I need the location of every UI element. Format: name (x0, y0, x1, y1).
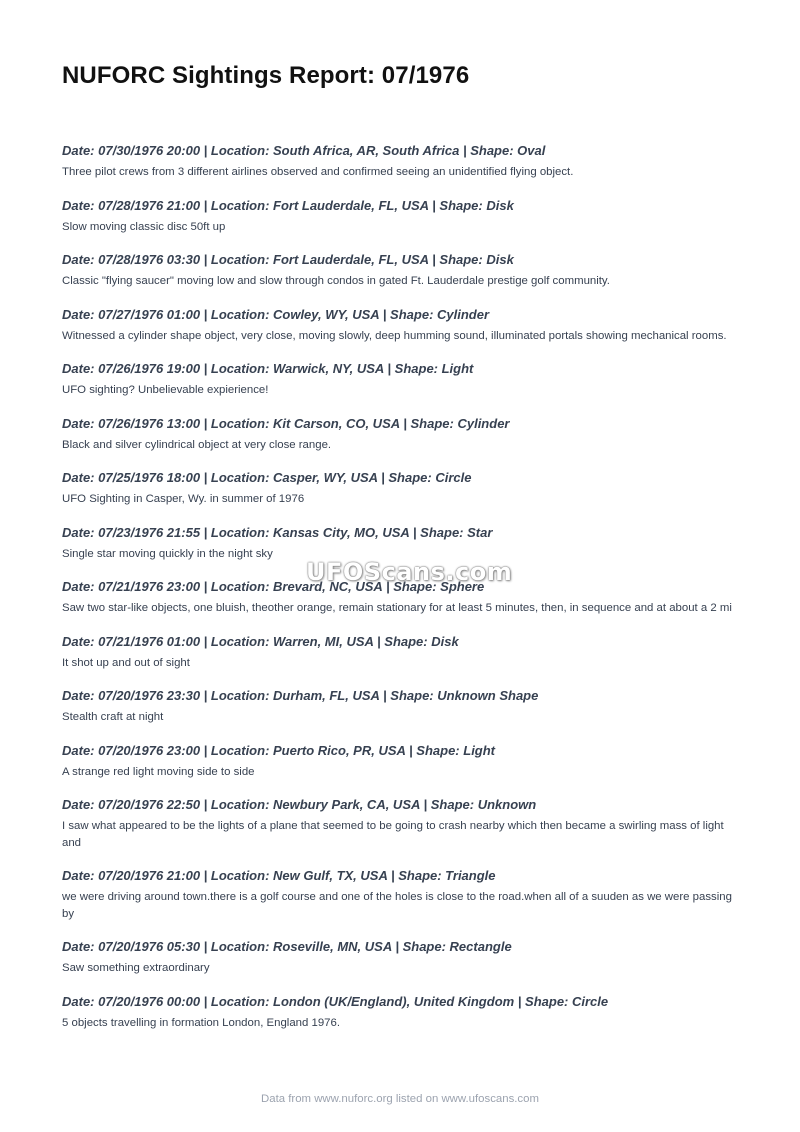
sighting-header: Date: 07/26/1976 13:00 | Location: Kit Carson, CO, USA | Shape: Cylinder (62, 415, 510, 431)
sighting-header: Date: 07/20/1976 00:00 | Location: London (UK/England), United Kingdom | Shape: Circle (62, 993, 609, 1009)
sighting-description: Witnessed a cylinder shape object, very close, moving slowly, deep humming sound, illuminated portals showing mechanical rooms. (62, 329, 727, 342)
sighting-description: It shot up and out of sight (62, 656, 190, 669)
sighting-description: we were driving around town.there is a golf course and one of the holes is close to the road.when all of a suuden as we were passing by (62, 891, 732, 920)
sighting-entry (62, 633, 742, 672)
sightings-list (62, 142, 742, 1047)
footer-source-note: Data from www.nuforc.org listed on www.ufoscans.com (261, 1093, 539, 1105)
sighting-description: 5 objects travelling in formation London, England 1976. (62, 1016, 340, 1029)
sighting-description: Classic "flying saucer" moving low and slow through condos in gated Ft. Lauderdale prestige golf community. (62, 275, 610, 287)
sighting-description: Single star moving quickly in the night sky (62, 547, 273, 560)
sighting-header: Date: 07/20/1976 23:30 | Location: Durham, FL, USA | Shape: Unknown Shape (62, 688, 539, 703)
sighting-entry (62, 742, 742, 781)
sighting-entry (62, 578, 742, 617)
sighting-entry (62, 687, 742, 726)
sighting-header: Date: 07/30/1976 20:00 | Location: South Africa, AR, South Africa | Shape: Oval (62, 143, 546, 158)
sighting-description: UFO Sighting in Casper, Wy. in summer of 1976 (62, 493, 305, 505)
sighting-header: Date: 07/28/1976 03:30 | Location: Fort Lauderdale, FL, USA | Shape: Disk (62, 252, 514, 267)
sighting-header: Date: 07/25/1976 18:00 | Location: Casper, WY, USA | Shape: Circle (62, 470, 472, 485)
sighting-header: Date: 07/20/1976 05:30 | Location: Roseville, MN, USA | Shape: Rectangle (62, 939, 512, 954)
sighting-description: Stealth craft at night (62, 711, 164, 723)
sighting-entry (62, 867, 742, 922)
sighting-description: Saw two star-like objects, one bluish, theother orange, remain stationary for at least 5 minutes, then, in sequence and at about a 2 mi (62, 602, 732, 614)
page-title: NUFORC Sightings Report: 07/1976 (62, 62, 470, 89)
sighting-entry (62, 938, 742, 977)
sighting-header: Date: 07/20/1976 23:00 | Location: Puerto Rico, PR, USA | Shape: Light (62, 742, 496, 758)
sighting-description: Three pilot crews from 3 different airlines observed and confirmed seeing an unidentified flying object. (62, 166, 574, 178)
sighting-header: Date: 07/28/1976 21:00 | Location: Fort Lauderdale, FL, USA | Shape: Disk (62, 197, 514, 213)
sighting-description: UFO sighting? Unbelievable expierience! (62, 384, 269, 396)
sighting-entry (62, 524, 742, 563)
sighting-header: Date: 07/23/1976 21:55 | Location: Kansas City, MO, USA | Shape: Star (62, 524, 493, 540)
sighting-entry (62, 993, 742, 1032)
sighting-description: A strange red light moving side to side (62, 765, 255, 778)
sighting-description: Saw something extraordinary (62, 962, 210, 974)
sighting-header: Date: 07/21/1976 23:00 | Location: Brevard, NC, USA | Shape: Sphere (62, 579, 485, 594)
sighting-entry (62, 469, 742, 508)
sighting-entry (62, 251, 742, 290)
sighting-header: Date: 07/26/1976 19:00 | Location: Warwick, NY, USA | Shape: Light (62, 361, 474, 376)
sighting-entry (62, 415, 742, 454)
sighting-entry (62, 306, 742, 345)
sighting-header: Date: 07/21/1976 01:00 | Location: Warren, MI, USA | Shape: Disk (62, 633, 459, 649)
sighting-header: Date: 07/20/1976 22:50 | Location: Newbury Park, CA, USA | Shape: Unknown (62, 797, 537, 812)
sighting-entry (62, 197, 742, 236)
sighting-header: Date: 07/27/1976 01:00 | Location: Cowley, WY, USA | Shape: Cylinder (62, 306, 490, 322)
watermark: UFOScans.com (306, 558, 513, 586)
sighting-header: Date: 07/20/1976 21:00 | Location: New Gulf, TX, USA | Shape: Triangle (62, 868, 496, 883)
sighting-entry (62, 142, 742, 181)
sighting-entry (62, 796, 742, 851)
sighting-description: Slow moving classic disc 50ft up (62, 220, 226, 233)
sighting-description: Black and silver cylindrical object at very close range. (62, 438, 332, 451)
sighting-entry (62, 360, 742, 399)
sighting-description: I saw what appeared to be the lights of a plane that seemed to be going to crash nearby which then became a swirling mass of light and (62, 820, 724, 849)
